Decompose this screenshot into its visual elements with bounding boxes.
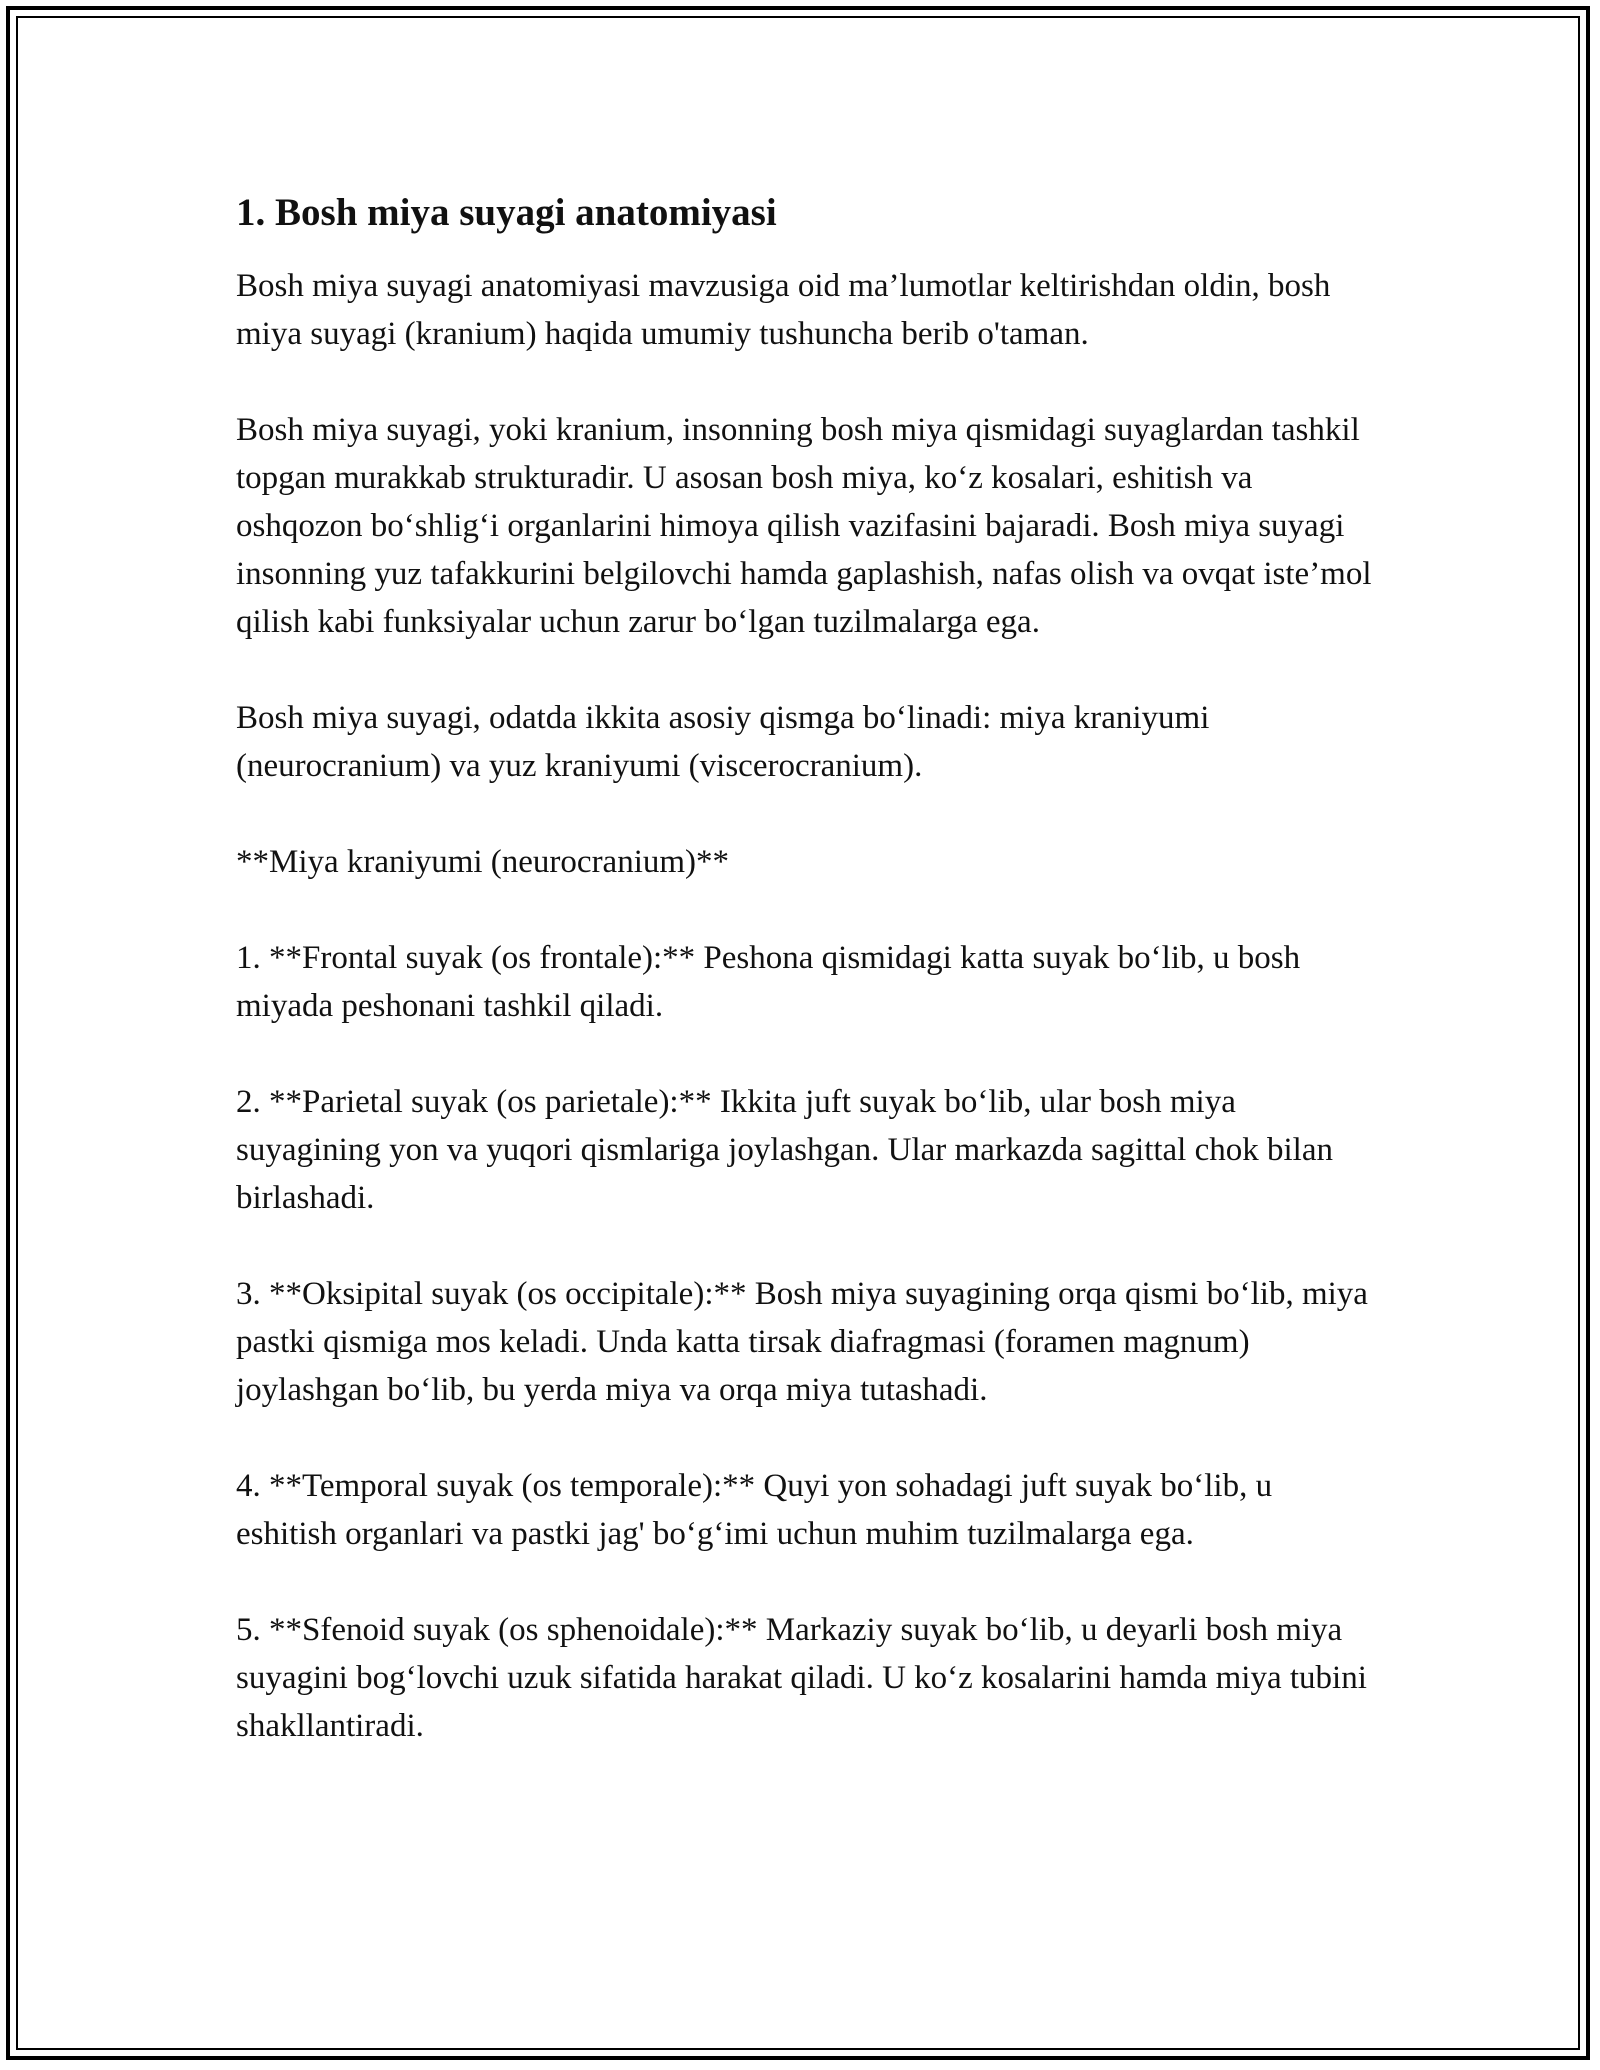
paragraph-neurocranium-heading: **Miya kraniyumi (neurocranium)**: [236, 844, 730, 880]
list-item-occipital-bone: 3. **Oksipital suyak (os occipitale):** Bosh miya suyagining orqa qismi bo‘lib, miya pastki qismiga mos keladi. Unda katta tirsak diafragmasi (foramen magnum) joylashgan bo‘lib, bu yerda miya va orqa miya tutashadi.: [236, 1276, 1368, 1408]
paragraph-intro: Bosh miya suyagi anatomiyasi mavzusiga oid ma’lumotlar keltirishdan oldin, bosh miya suyagi (kranium) haqida umumiy tushuncha berib o'taman.: [236, 268, 1331, 352]
list-item-temporal-bone: 4. **Temporal suyak (os temporale):** Quyi yon sohadagi juft suyak bo‘lib, u eshitish organlari va pastki jag' bo‘g‘imi uchun muhim tuzilmalarga ega.: [236, 1468, 1273, 1552]
paragraph-cranium-definition: Bosh miya suyagi, yoki kranium, insonning bosh miya qismidagi suyaglardan tashkil topgan murakkab strukturadir. U asosan bosh miya, ko‘z kosalari, eshitish va oshqozon bo‘shlig‘i organlarini himoya qilish vazifasini bajaradi. Bosh miya suyagi insonning yuz tafakkurini belgilovchi hamda gaplashish, nafas olish va ovqat iste’mol qilish kabi funksiyalar uchun zarur bo‘lgan tuzilmalarga ega.: [236, 412, 1372, 640]
list-item-sphenoid-bone: 5. **Sfenoid suyak (os sphenoidale):** Markaziy suyak bo‘lib, u deyarli bosh miya suyagini bog‘lovchi uzuk sifatida harakat qiladi. U ko‘z kosalarini hamda miya tubini shakllantiradi.: [236, 1612, 1367, 1744]
paragraph-cranium-parts: Bosh miya suyagi, odatda ikkita asosiy qismga bo‘linadi: miya kraniyumi (neurocranium) va yuz kraniyumi (viscerocranium).: [236, 700, 1210, 784]
list-item-frontal-bone: 1. **Frontal suyak (os frontale):** Peshona qismidagi katta suyak bo‘lib, u bosh miyada peshonani tashkil qiladi.: [236, 940, 1301, 1024]
list-item-parietal-bone: 2. **Parietal suyak (os parietale):** Ikkita juft suyak bo‘lib, ular bosh miya suyagining yon va yuqori qismlariga joylashgan. Ular markazda sagittal chok bilan birlashadi.: [236, 1084, 1333, 1216]
document-body: [236, 186, 1376, 1798]
document-title: 1. Bosh miya suyagi anatomiyasi: [236, 191, 777, 234]
